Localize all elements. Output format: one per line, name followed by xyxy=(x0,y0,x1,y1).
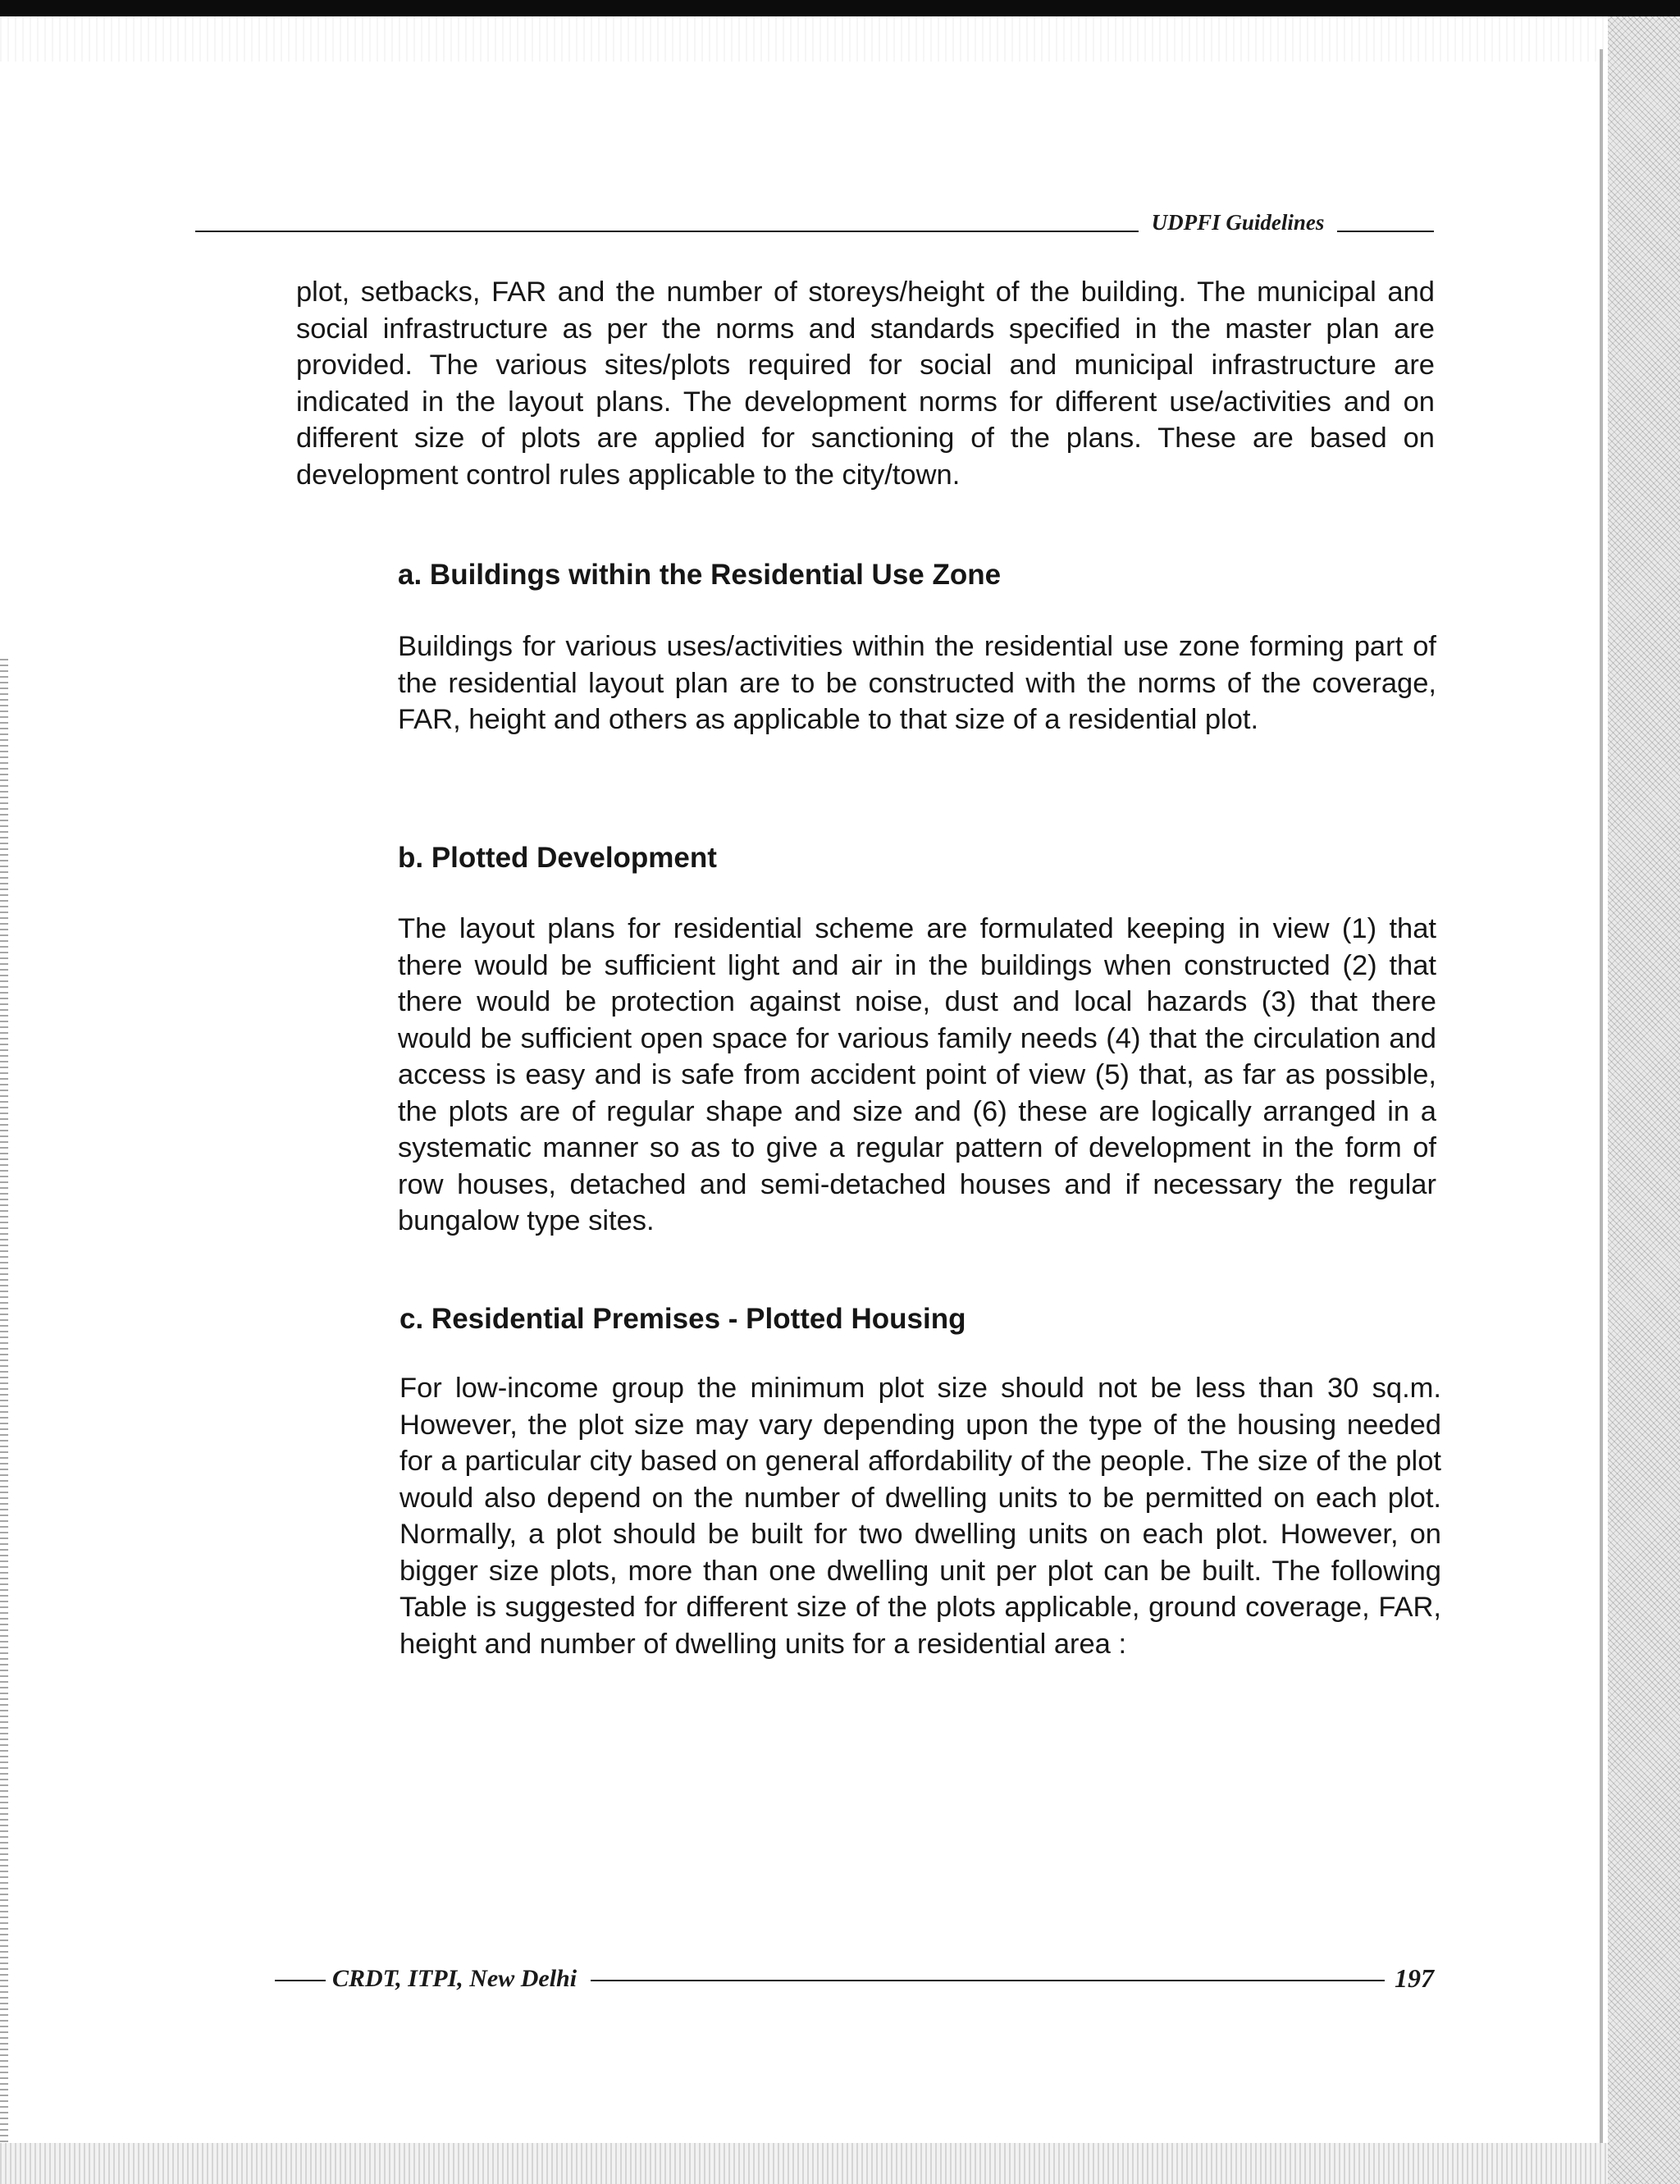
running-head: UDPFI Guidelines xyxy=(1151,210,1325,235)
section-heading-plotted-development: b. Plotted Development xyxy=(398,842,717,874)
footer-source: CRDT, ITPI, New Delhi xyxy=(332,1965,578,1992)
scan-noise-right xyxy=(1608,16,1680,2184)
section-text-residential-premises: For low-income group the minimum plot size should not be less than 30 sq.m. However, the plot size may vary depending upon the type of the housing needed for a particular city based on general affordability of the people. The size of the plot would also depend on the number of dwelling units to be permitted on each plot. Normally, a plot should be built for two dwelling units on each plot. However, on bigger size plots, more than one dwelling unit per plot can be built. The following Table is suggested for different size of the plots applicable, ground coverage, FAR, height and number of dwelling units for a residential area : xyxy=(399,1373,1441,1660)
footer-rule-right xyxy=(591,1980,1385,1981)
scan-noise-top xyxy=(0,16,1608,62)
header-rule-left xyxy=(195,231,1139,232)
section-text-buildings: Buildings for various uses/activities within the residential use zone forming part of the residential layout plan are to be constructed with the norms of the coverage, FAR, height and others as applicable to that size of a residential plot. xyxy=(398,631,1436,735)
header-rule-right xyxy=(1337,231,1434,232)
intro-paragraph: plot, setbacks, FAR and the number of storeys/height of the building. The municipal and social infrastructure as per the norms and standards specified in the master plan are provided. The various sites/plots required for social and municipal infrastructure are indicated in the layout plans. The development norms for different use/activities and on different size of plots are applied for sanctioning of the plans. These are based on development control rules applicable to the city/town. xyxy=(296,276,1435,491)
page-number: 197 xyxy=(1395,1963,1434,1993)
page-edge-shadow xyxy=(1600,49,1603,2150)
footer-rule-left xyxy=(275,1980,326,1981)
section-text-plotted-development: The layout plans for residential scheme are formulated keeping in view (1) that there would be sufficient light and air in the buildings when constructed (2) that there would be protection against noise, dust and local hazards (3) that there would be sufficient open space for various family needs (4) that the circulation and access is easy and is safe from accident point of view (5) that, as far as possible, the plots are of regular shape and size and (6) these are logically arranged in a systematic manner so as to give a regular pattern of development in the form of row houses, detached and semi-detached houses and if necessary the regular bungalow type sites. xyxy=(398,913,1436,1236)
section-heading-residential-premises: c. Residential Premises - Plotted Housing xyxy=(399,1303,966,1335)
scan-noise-left xyxy=(0,656,8,2182)
scan-top-border xyxy=(0,0,1680,16)
scan-noise-bottom xyxy=(0,2143,1608,2184)
section-heading-buildings: a. Buildings within the Residential Use Zone xyxy=(398,559,1002,591)
